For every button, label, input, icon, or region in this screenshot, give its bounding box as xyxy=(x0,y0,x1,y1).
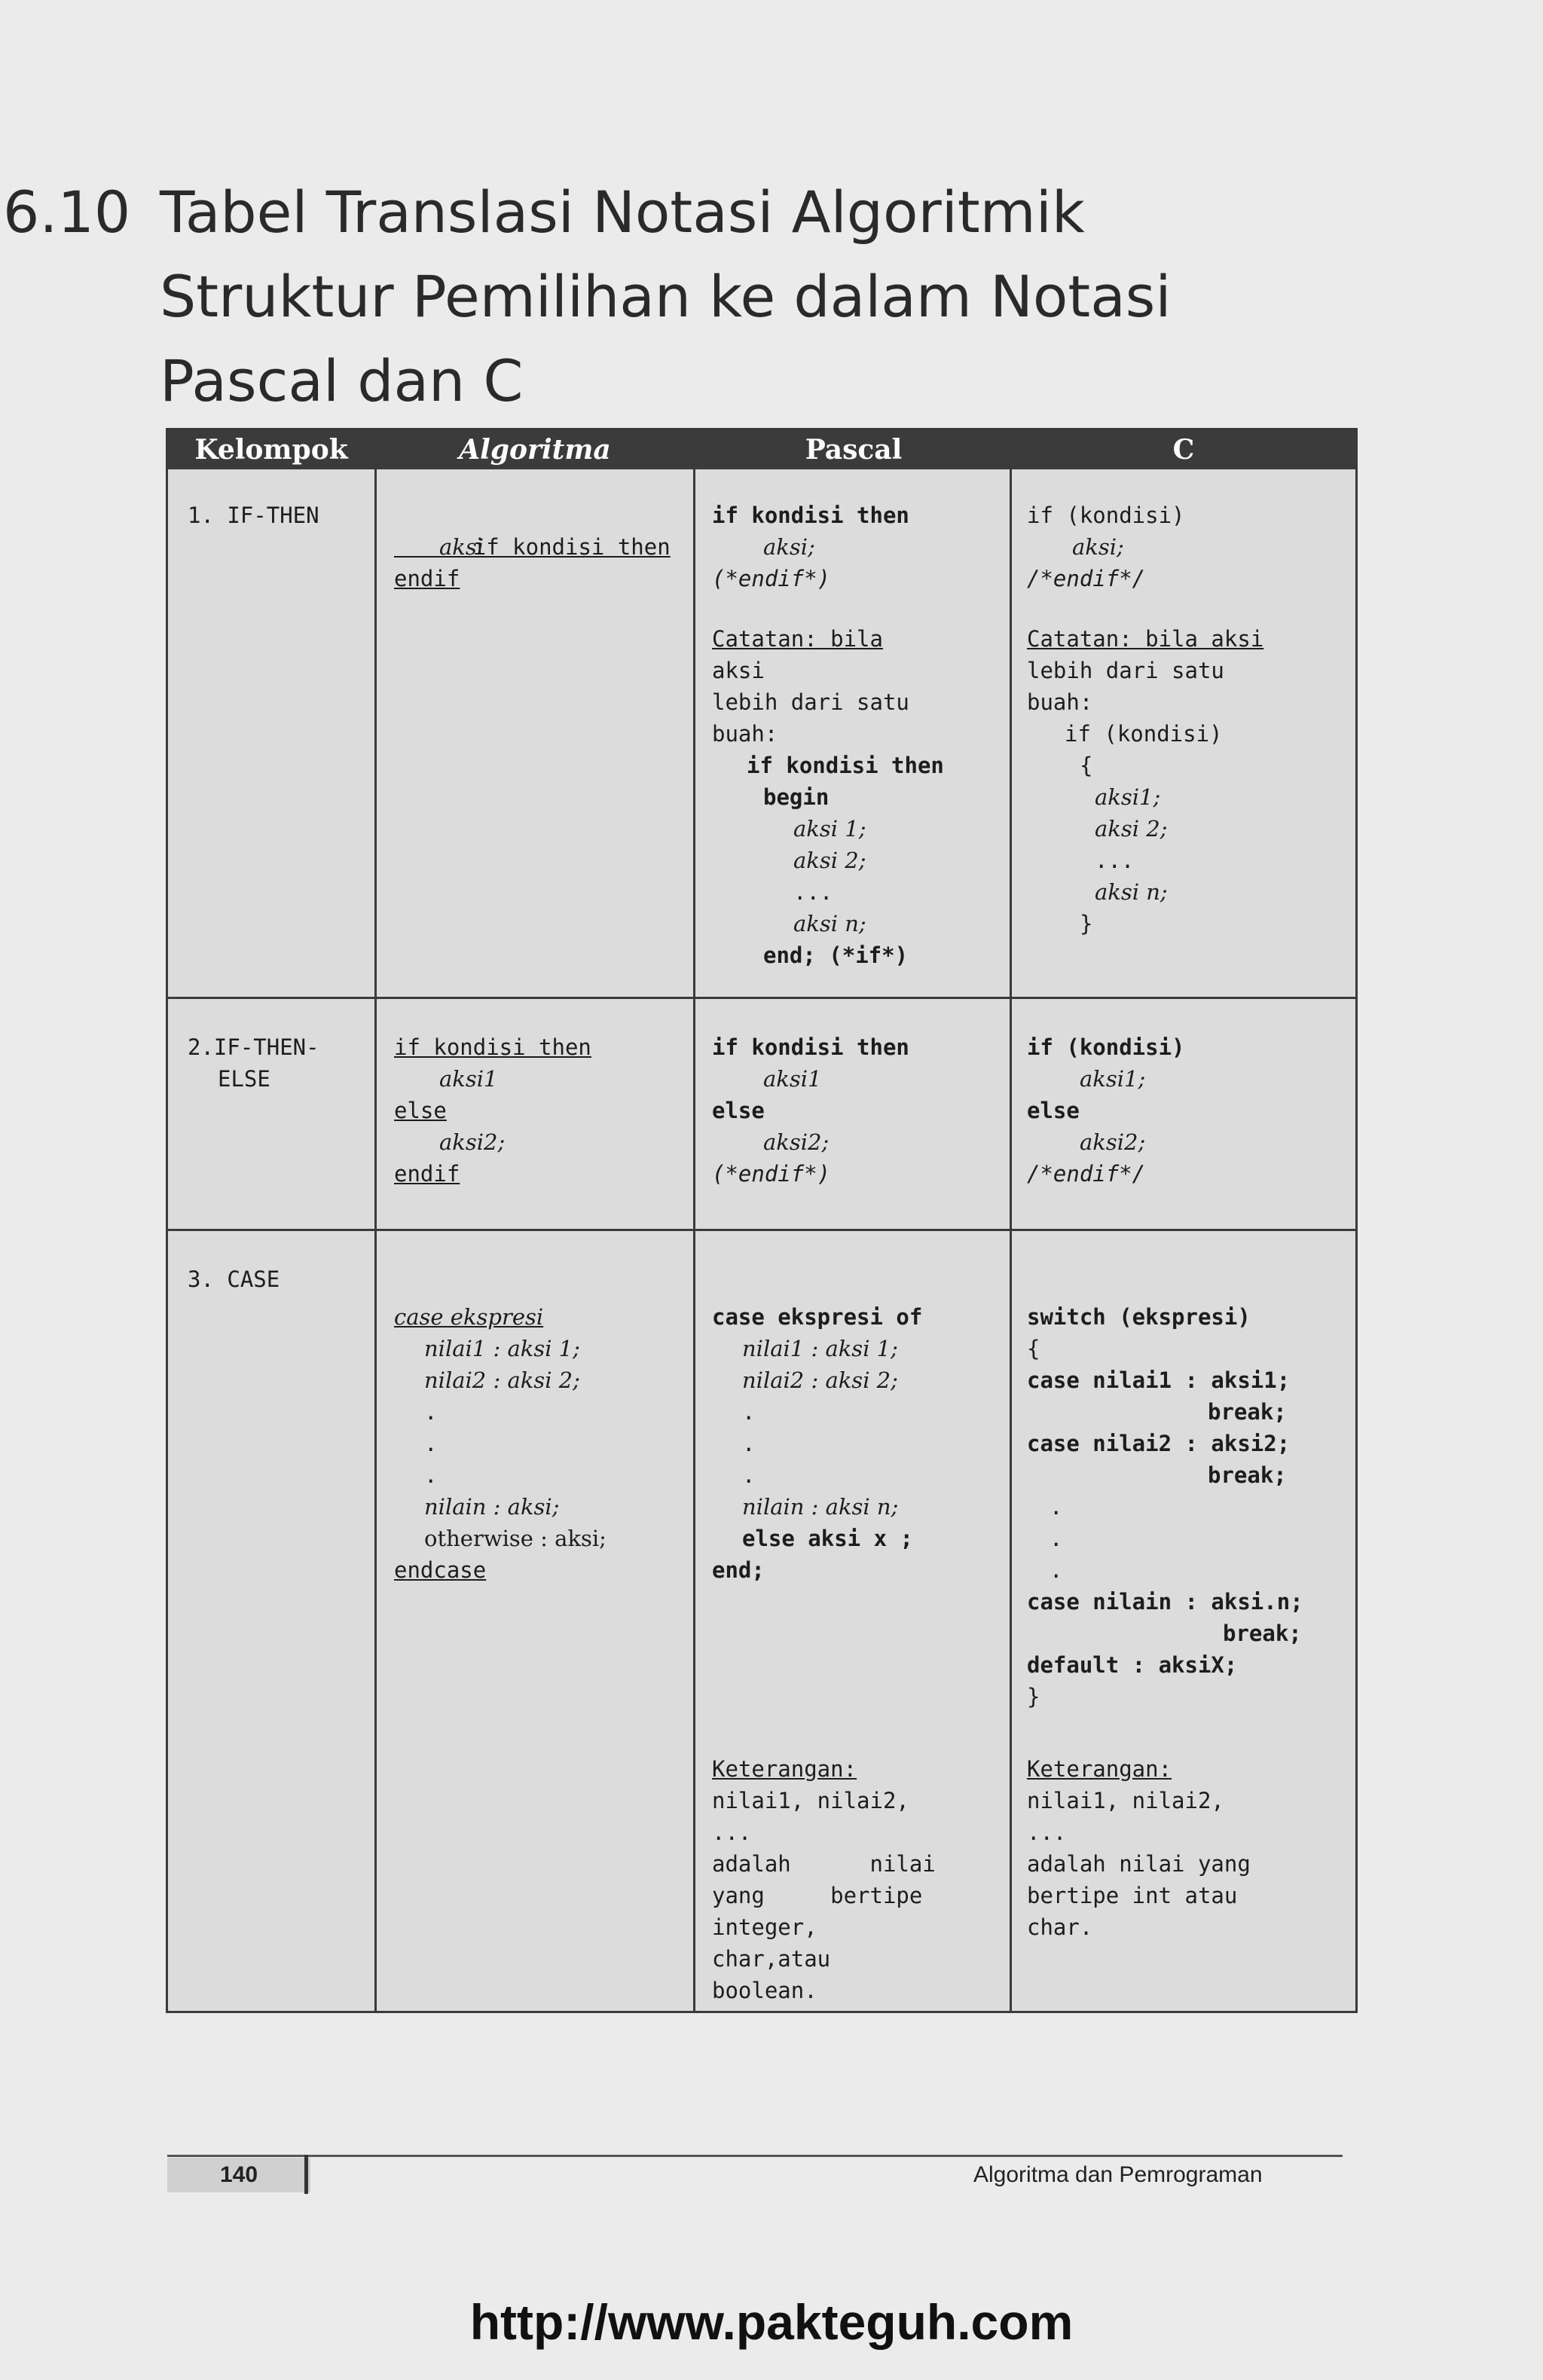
pascal-note: adalah nilai xyxy=(712,1851,936,1877)
c-line: { xyxy=(1027,1336,1040,1361)
pascal-line: else aksi x ; xyxy=(742,1526,913,1551)
header-kelompok: Kelompok xyxy=(194,434,348,466)
c-line: } xyxy=(1027,1684,1040,1709)
pascal-line: . xyxy=(742,1399,756,1425)
watermark-url: http://www.pakteguh.com xyxy=(469,2294,1074,2350)
title-line-1: Tabel Translasi Notasi Algoritmik xyxy=(160,179,1085,246)
c-line: else xyxy=(1027,1098,1080,1123)
pascal-note: char,atau xyxy=(712,1946,831,1972)
pascal-note: lebih dari satu xyxy=(712,689,909,715)
row-divider xyxy=(168,1229,1355,1231)
algo-line: endif xyxy=(394,566,460,591)
pascal-line: if kondisi then xyxy=(712,1034,909,1060)
c-line: . xyxy=(1050,1494,1063,1520)
c-line: case nilai2 : aksi2; xyxy=(1027,1431,1291,1456)
row-divider xyxy=(168,997,1355,999)
c-line: aksi2; xyxy=(1080,1129,1146,1155)
pascal-note: yang bertipe xyxy=(712,1883,923,1908)
c-line: aksi 2; xyxy=(1095,816,1168,842)
group-label: 3. CASE xyxy=(188,1266,280,1292)
pascal-line: if kondisi then xyxy=(712,503,909,528)
translation-table xyxy=(166,428,1358,2013)
algo-line: if kondisi then xyxy=(472,534,671,560)
pascal-line: . xyxy=(742,1431,756,1456)
pascal-note: integer, xyxy=(712,1914,817,1940)
pascal-line: nilai1 : aksi 1; xyxy=(742,1336,898,1361)
algo-line: nilain : aksi; xyxy=(424,1494,560,1520)
c-comment: /*endif*/ xyxy=(1027,1161,1146,1187)
c-line: switch (ekspresi) xyxy=(1027,1304,1251,1330)
pascal-line: aksi; xyxy=(763,534,815,560)
algo-line: endcase xyxy=(394,1557,487,1583)
c-line: } xyxy=(1080,911,1093,936)
pascal-line: aksi n; xyxy=(793,911,866,936)
c-line: aksi n; xyxy=(1095,879,1168,905)
algo-line: aksi2; xyxy=(439,1129,506,1155)
group-label: 1. IF-THEN xyxy=(188,503,319,528)
pascal-line: end; xyxy=(712,1557,765,1583)
algo-line: case ekspresi xyxy=(394,1304,544,1330)
pascal-line: aksi2; xyxy=(763,1129,830,1155)
pascal-note: ... xyxy=(712,1819,752,1845)
pascal-line: case ekspresi of xyxy=(712,1304,923,1330)
header-algoritma: Algoritma xyxy=(459,434,611,466)
column-divider xyxy=(693,430,695,2011)
group-label: 2.IF-THEN- xyxy=(188,1034,319,1060)
c-line: if (kondisi) xyxy=(1027,1034,1185,1060)
algo-line: aksi xyxy=(439,534,484,560)
pascal-line: if kondisi then xyxy=(747,753,944,778)
c-line: break; xyxy=(1208,1462,1287,1488)
pascal-line: else xyxy=(712,1098,765,1123)
page-number: 140 xyxy=(167,2158,310,2192)
algo-line: if kondisi then xyxy=(394,1034,591,1060)
c-note: bertipe int atau xyxy=(1027,1883,1238,1908)
pascal-comment: (*endif*) xyxy=(712,566,831,591)
algo-line: . xyxy=(424,1462,438,1488)
pascal-line: ... xyxy=(793,879,833,905)
section-number: 6.10 xyxy=(3,179,131,246)
pascal-line: nilai2 : aksi 2; xyxy=(742,1367,898,1393)
c-line: { xyxy=(1080,753,1093,778)
c-note: adalah nilai yang xyxy=(1027,1851,1251,1877)
c-note: Catatan: bila aksi xyxy=(1027,626,1264,652)
algo-line: else xyxy=(394,1098,447,1123)
header-pascal: Pascal xyxy=(805,434,903,466)
c-line: ... xyxy=(1095,848,1135,873)
pascal-comment: (*endif*) xyxy=(712,1161,831,1187)
c-note: nilai1, nilai2, xyxy=(1027,1788,1224,1813)
c-line: break; xyxy=(1208,1399,1287,1425)
algo-line: . xyxy=(424,1399,438,1425)
c-note: ... xyxy=(1027,1819,1067,1845)
section-title xyxy=(3,170,1365,423)
c-line: aksi1; xyxy=(1080,1066,1146,1092)
group-label: ELSE xyxy=(218,1066,270,1092)
pascal-note: Keterangan: xyxy=(712,1756,857,1782)
c-line: case nilain : aksi.n; xyxy=(1027,1589,1303,1615)
column-divider xyxy=(374,430,377,2011)
table-header xyxy=(168,430,1355,469)
page-number-divider xyxy=(304,2155,308,2194)
pascal-note: nilai1, nilai2, xyxy=(712,1788,909,1813)
c-line: . xyxy=(1050,1526,1063,1551)
pascal-line: nilain : aksi n; xyxy=(742,1494,899,1520)
c-line: aksi; xyxy=(1072,534,1124,560)
c-note: lebih dari satu xyxy=(1027,658,1224,683)
header-c: C xyxy=(1172,434,1195,466)
pascal-line: aksi 2; xyxy=(793,848,866,873)
algo-line: nilai1 : aksi 1; xyxy=(424,1336,580,1361)
c-line: if (kondisi) xyxy=(1065,721,1223,747)
c-comment: /*endif*/ xyxy=(1027,566,1146,591)
c-line: if (kondisi) xyxy=(1027,503,1185,528)
pascal-note: buah: xyxy=(712,721,778,747)
c-line: aksi1; xyxy=(1095,784,1161,810)
c-line: break; xyxy=(1223,1621,1302,1646)
c-note: char. xyxy=(1027,1914,1093,1940)
algo-line: . xyxy=(424,1431,438,1456)
footer-rule xyxy=(167,2155,1343,2157)
c-note: Keterangan: xyxy=(1027,1756,1172,1782)
pascal-line: aksi1 xyxy=(763,1066,822,1092)
pascal-note: Catatan: bila xyxy=(712,626,883,652)
book-title: Algoritma dan Pemrograman xyxy=(973,2162,1263,2187)
c-note: buah: xyxy=(1027,689,1093,715)
algo-line: otherwise : aksi; xyxy=(424,1526,607,1551)
algo-line: endif xyxy=(394,1161,460,1187)
pascal-line: begin xyxy=(763,784,830,810)
pascal-note: boolean. xyxy=(712,1978,817,2003)
c-line: default : aksiX; xyxy=(1027,1652,1238,1678)
pascal-line: aksi 1; xyxy=(793,816,866,842)
algo-line: aksi1 xyxy=(439,1066,498,1092)
pascal-line: . xyxy=(742,1462,756,1488)
c-line: . xyxy=(1050,1557,1063,1583)
title-line-3: Pascal dan C xyxy=(160,347,524,414)
c-line: case nilai1 : aksi1; xyxy=(1027,1367,1291,1393)
algo-line: nilai2 : aksi 2; xyxy=(424,1367,580,1393)
pascal-note: aksi xyxy=(712,658,765,683)
title-line-2: Struktur Pemilihan ke dalam Notasi xyxy=(160,263,1172,330)
pascal-line: end; (*if*) xyxy=(763,943,909,968)
column-divider xyxy=(1010,430,1012,2011)
